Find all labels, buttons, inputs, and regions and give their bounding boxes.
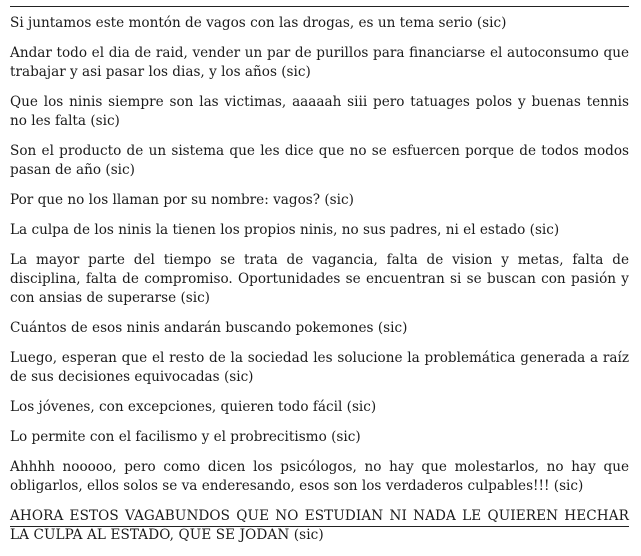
quote-item: Si juntamos este montón de vagos con las drogas, es un tema serio (sic) <box>10 15 507 31</box>
quote-item: Ahhhh nooooo, pero como dicen los psicólogos, no hay que molestarlos, no hay que obligarlos, ellos solos se va enderesando, esos son los verdaderos culpables!!! (sic) <box>10 459 629 494</box>
quote-item: La mayor parte del tiempo se trata de vagancia, falta de vision y metas, falta de disciplina, falta de compromiso. Oportunidades se encuentran si se buscan con pasión y con ansias de superarse (sic) <box>10 252 629 306</box>
quote-item: AHORA ESTOS VAGABUNDOS QUE NO ESTUDIAN NI NADA LE QUIEREN HECHAR LA CULPA AL ESTADO, QUE SE JODAN (sic) <box>10 508 629 543</box>
quote-item: Que los ninis siempre son las victimas, aaaaah siii pero tatuages polos y buenas tennis no les falta (sic) <box>10 94 629 129</box>
quote-list <box>10 14 629 556</box>
quote-item: Luego, esperan que el resto de la sociedad les solucione la problemática generada a raíz de sus decisiones equivocadas (sic) <box>10 350 629 385</box>
quote-table <box>10 0 629 543</box>
top-rule <box>10 6 629 7</box>
quote-item: Por que no los llaman por su nombre: vagos? (sic) <box>10 192 354 208</box>
quote-item: Son el producto de un sistema que les dice que no se esfuercen porque de todos modos pasan de año (sic) <box>10 143 629 178</box>
quote-item: Los jóvenes, con excepciones, quieren todo fácil (sic) <box>10 399 377 415</box>
bottom-rule <box>10 526 629 527</box>
quote-item: La culpa de los ninis la tienen los propios ninis, no sus padres, ni el estado (sic) <box>10 222 560 238</box>
quote-item: Lo permite con el facilismo y el probrecitismo (sic) <box>10 429 361 445</box>
quote-item: Cuántos de esos ninis andarán buscando pokemones (sic) <box>10 320 408 336</box>
quote-item: Andar todo el dia de raid, vender un par de purillos para financiarse el autoconsumo que trabajar y asi pasar los dias, y los años (sic) <box>10 45 629 80</box>
